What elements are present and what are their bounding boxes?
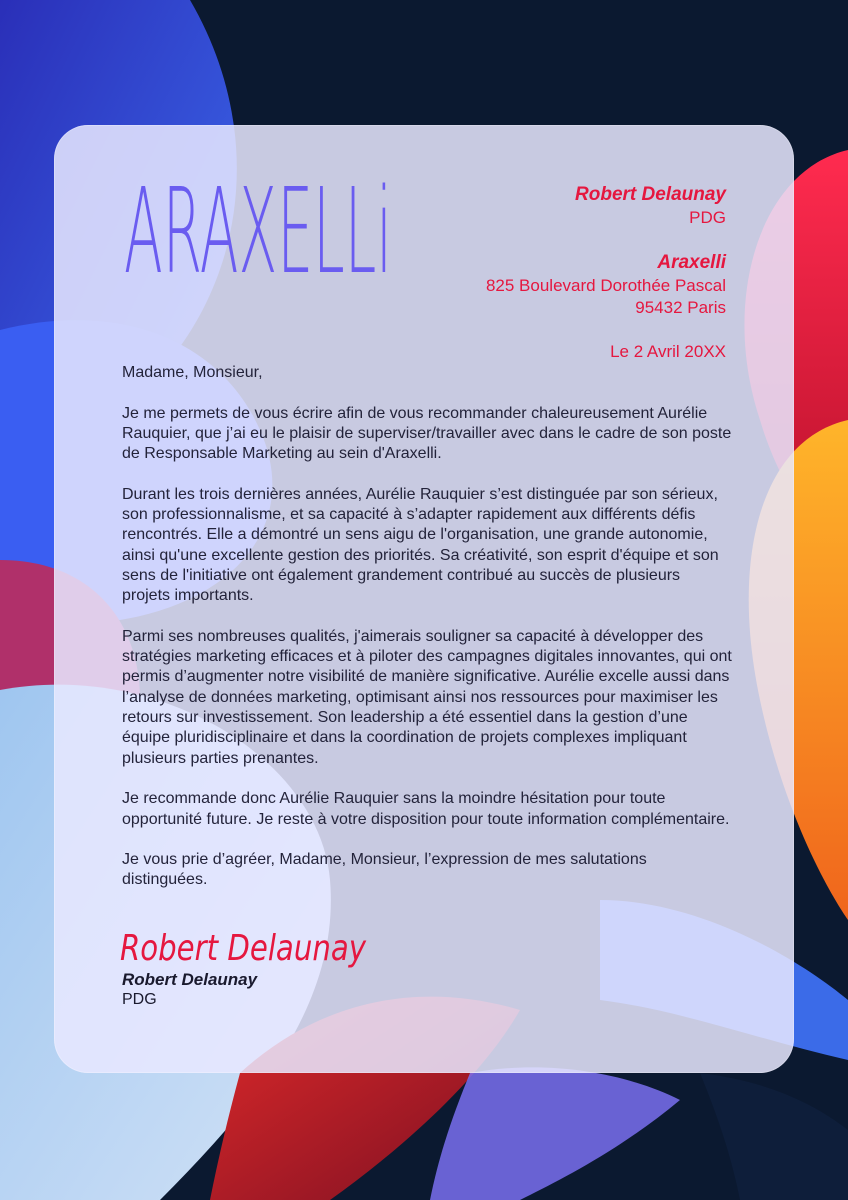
letter-body [122,363,732,911]
signature-text: Robert Delaunay [120,928,367,969]
sender-name: Robert Delaunay [575,184,726,205]
paragraph: Je recommande donc Aurélie Rauquier sans la moindre hésitation pour toute opportunité future. Je reste à votre disposition pour toute information complémentaire. [122,790,730,828]
sender-address-line1: 825 Boulevard Dorothée Pascal [485,276,726,295]
signer-title: PDG [122,991,157,1008]
letter-date: Le 2 Avril 20XX [610,342,726,361]
handwritten-signature [118,922,388,974]
paragraph: Durant les trois dernières années, Aurélie Rauquier s’est distinguée par son sérieux, son professionnalisme, et sa capacité à s’adapter rapidement aux différents défis rencontrés. Elle a démontré un sens aigu de l'organisation, une grande autonomie, ainsi qu'une excellente gestion des priorités. Sa créativité, son esprit d'équipe et son sens de l'initiative ont également grandement contribué au succès de plusieurs projets importants. [122,485,719,605]
signer-block [122,970,257,1010]
sender-title: PDG [689,208,726,227]
paragraph: Je me permets de vous écrire afin de vous recommander chaleureusement Aurélie Rauquier, que j’ai eu le plaisir de superviser/travailler avec dans le cadre de son poste de Responsable Marketing au sein d'Araxelli. [122,404,732,463]
logo-text: ARAXELLi [124,170,392,280]
signer-name: Robert Delaunay [122,970,258,989]
company-logo [122,170,412,280]
paragraph: Parmi ses nombreuses qualités, j'aimerais souligner sa capacité à développer des stratégies marketing efficaces et à piloter des campagnes digitales innovantes, qui ont permis d’augmenter notre visibilité de manière significative. Aurélie excelle aussi dans l’analyse de données marketing, optimisant ainsi nos ressources pour maximiser les retours sur investissement. Son leadership a été essentiel dans la gestion d’une équipe pluridisciplinaire et dans la coordination de projets complexes impliquant plusieurs parties prenantes. [122,627,732,767]
paragraph: Je vous prie d’agréer, Madame, Monsieur, l’expression de mes salutations distinguées. [122,851,647,889]
sender-address-line2: 95432 Paris [635,298,726,317]
sender-company: Araxelli [657,252,726,273]
salutation: Madame, Monsieur, [122,364,263,381]
sender-block [486,183,726,363]
